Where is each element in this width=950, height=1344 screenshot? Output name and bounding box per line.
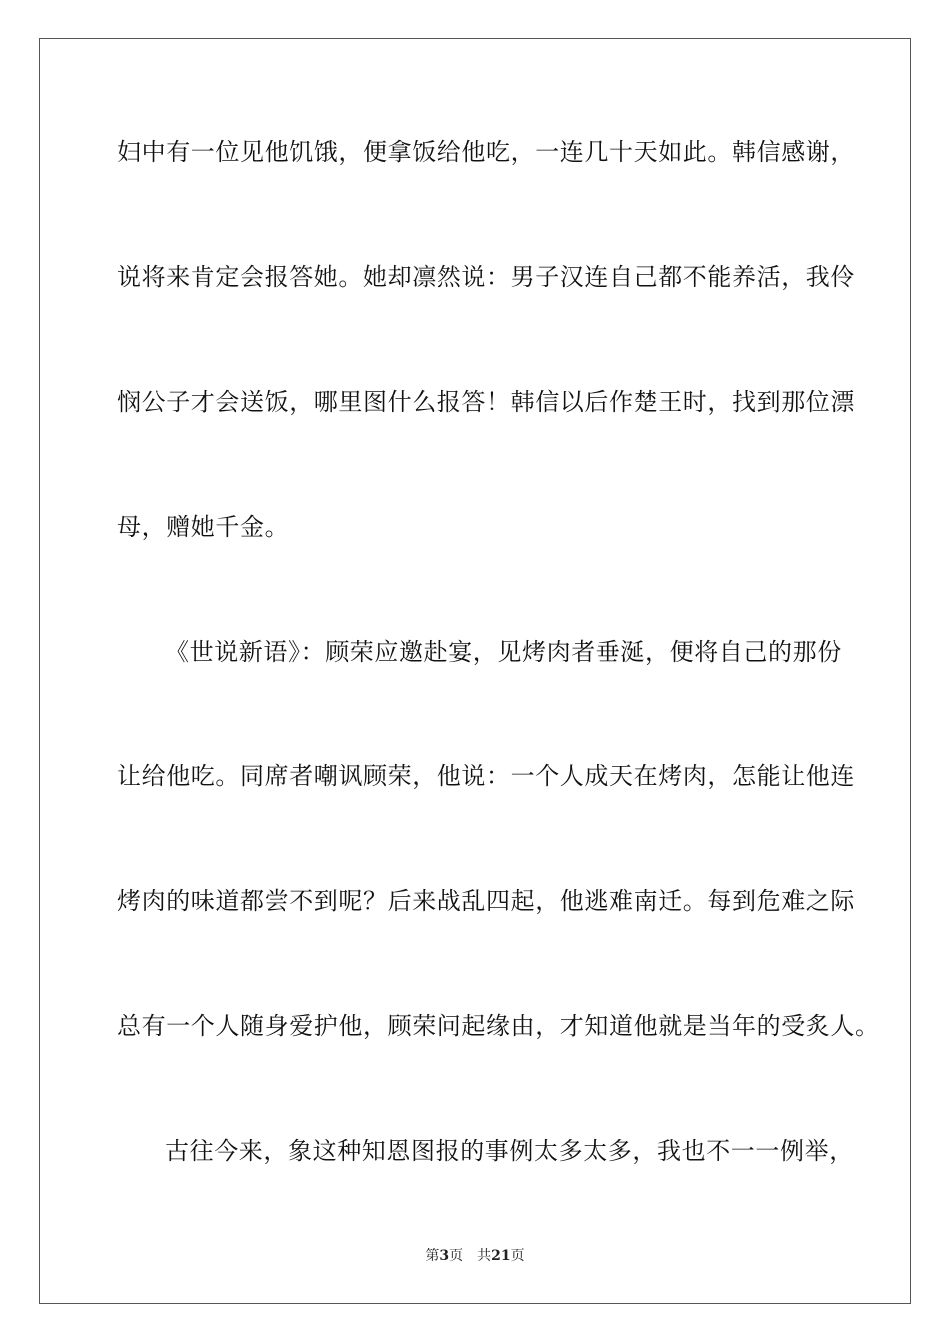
page-label-suffix: 页 <box>449 1248 464 1264</box>
page-border <box>39 38 911 1304</box>
text-line-1: 妇中有一位见他饥饿，便拿饭给他吃，一连几十天如此。韩信感谢， <box>117 138 855 166</box>
total-pages: 21 <box>491 1248 511 1264</box>
total-label-suffix: 页 <box>510 1248 525 1264</box>
text-line-6: 让给他吃。同席者嘲讽顾荣，他说：一个人成天在烤肉，怎能让他连 <box>117 762 855 790</box>
text-line-2: 说将来肯定会报答她。她却凛然说：男子汉连自己都不能养活，我伶 <box>117 263 855 291</box>
text-line-3: 悯公子才会送饭，哪里图什么报答！韩信以后作楚王时，找到那位漂 <box>117 388 855 416</box>
page-number: 3 <box>439 1248 450 1264</box>
total-label-prefix: 共 <box>477 1248 492 1264</box>
text-line-9: 古往今来，象这种知恩图报的事例太多太多，我也不一一例举， <box>165 1137 854 1165</box>
page-label-prefix: 第 <box>425 1248 440 1264</box>
page-footer <box>0 1247 950 1265</box>
text-line-8: 总有一个人随身爱护他，顾荣问起缘由，才知道他就是当年的受炙人。 <box>117 1012 880 1040</box>
text-line-5: 《世说新语》：顾荣应邀赴宴，见烤肉者垂涎，便将自己的那份 <box>165 638 842 666</box>
text-line-4: 母，赠她千金。 <box>117 513 290 541</box>
text-line-7: 烤肉的味道都尝不到呢？后来战乱四起，他逃难南迁。每到危难之际 <box>117 887 855 915</box>
